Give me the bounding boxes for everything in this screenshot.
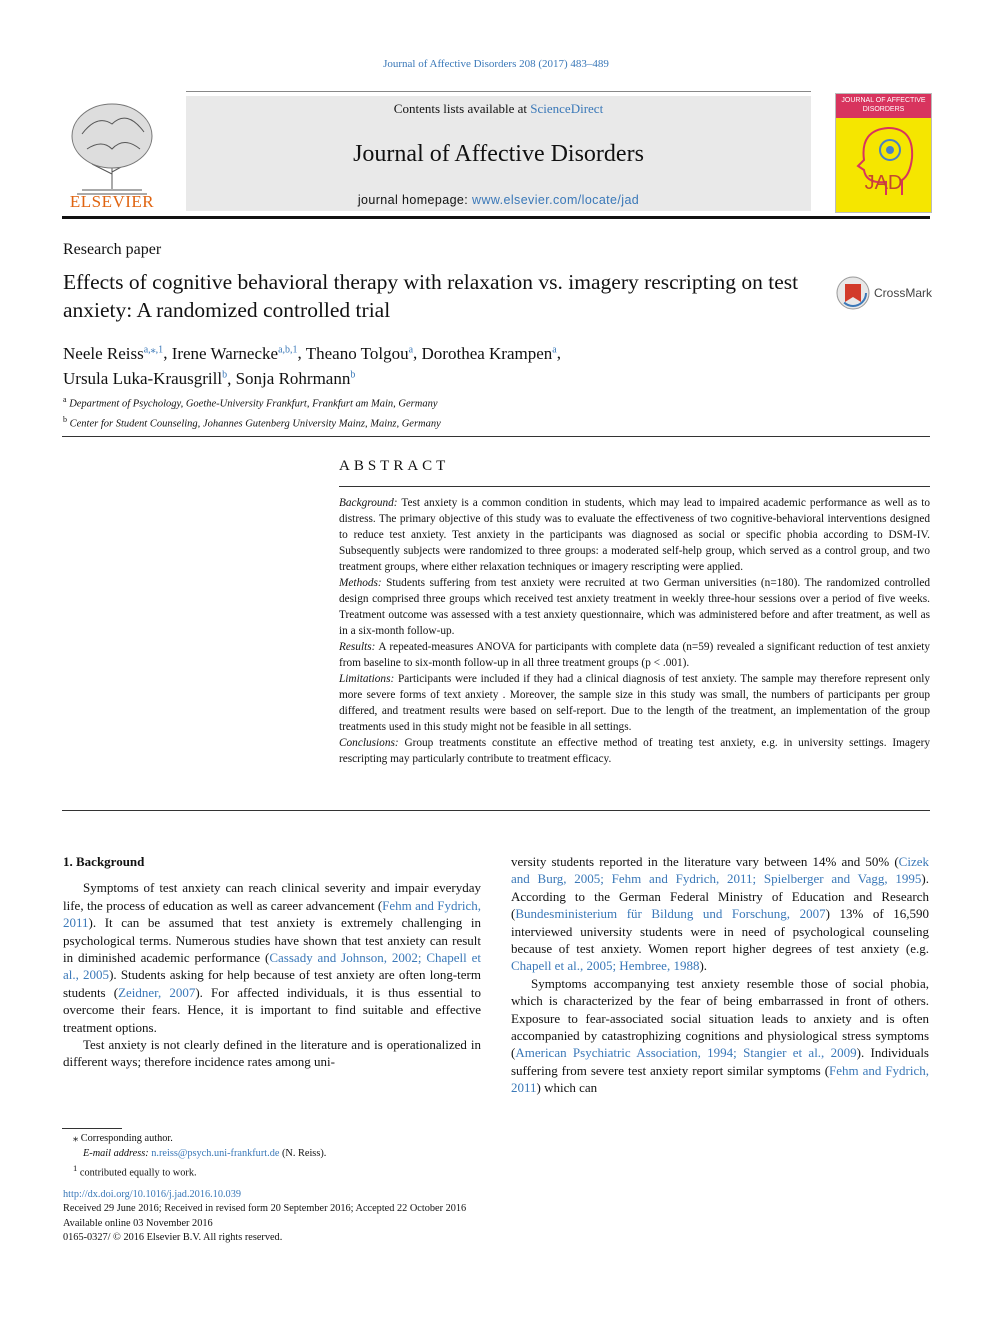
citation-link[interactable]: Zeidner, 2007: [118, 984, 196, 1000]
copyright: 0165-0327/ © 2016 Elsevier B.V. All rights reserved.: [63, 1232, 283, 1244]
author-separator: ,: [556, 343, 561, 363]
body-text: ). Students asking for help because of test anxiety are often long-term students (: [63, 967, 481, 1000]
journal-name: Journal of Affective Disorders: [353, 141, 644, 167]
body-text: ) which can: [536, 1080, 598, 1096]
author-affil-sup[interactable]: a,⁎,1: [143, 344, 164, 355]
abstract-conclusions: [339, 735, 930, 767]
author-affil-sup[interactable]: a: [408, 344, 414, 355]
author-separator: ,: [163, 343, 172, 363]
body-text: Symptoms of test anxiety can reach clinical severity and impair everyday life, the process of education as well as career advancement (: [63, 880, 481, 913]
abstract-text: Group treatments constitute an effective method of treating test anxiety, e.g. in university settings. Imagery rescripting may particularly contribute to treatment efficacy.: [339, 737, 930, 765]
author[interactable]: [422, 344, 557, 363]
footnotes: [63, 1132, 483, 1181]
author[interactable]: [63, 369, 227, 388]
abstract-label: Results:: [339, 641, 376, 653]
journal-cover-image[interactable]: [835, 93, 932, 213]
homepage-prefix: journal homepage:: [357, 193, 473, 207]
footnote-text: Corresponding author.: [80, 1133, 173, 1144]
affiliation-text: Department of Psychology, Goethe-University Frankfurt, Frankfurt am Main, Germany: [69, 398, 438, 410]
author-name: Neele Reiss: [63, 343, 144, 363]
doi-link[interactable]: http://dx.doi.org/10.1016/j.jad.2016.10.039: [63, 1189, 242, 1200]
sciencedirect-link[interactable]: ScienceDirect: [530, 101, 604, 116]
author[interactable]: [306, 344, 413, 363]
body-column-left: [63, 853, 481, 1071]
body-text: Symptoms accompanying test anxiety resemble those of social phobia, which is characterized by the fear of being embarrassed in front of others. Exposure to fear-associated social situation leads to anxiety and is often accompanied by catastrophizing cognitions and physiological stress symptoms (: [511, 975, 929, 1061]
body-text: versity students reported in the literature vary between 14% and 50% (: [511, 854, 899, 869]
crossmark-label: CrossMark: [874, 286, 933, 300]
contents-line: [186, 101, 811, 117]
affiliations: [63, 392, 763, 431]
section-heading: 1. Background: [63, 854, 145, 869]
cover-title: JOURNAL OF AFFECTIVE DISORDERS: [836, 94, 931, 118]
abstract-results: [339, 639, 930, 671]
citation-link[interactable]: Bundesministerium für Bildung und Forschung, 2007: [515, 906, 826, 922]
author[interactable]: [172, 344, 298, 363]
article-title: Effects of cognitive behavioral therapy with relaxation vs. imagery rescripting on test anxiety: A randomized controlled trial: [63, 270, 799, 322]
abstract-methods: [339, 575, 930, 639]
affiliation-sup: b: [63, 414, 67, 424]
footnote-email: [63, 1147, 483, 1162]
footnote-text: contributed equally to work.: [79, 1167, 197, 1179]
author-separator: ,: [297, 343, 306, 363]
header-rule: [186, 91, 811, 92]
abstract-text: Participants were included if they had a clinical diagnosis of test anxiety. The sample may therefore represent only more severe forms of text anxiety . Moreover, the sample size in this study was small, the numbers of participants per group differed, and treatment results were based on self-report. Due to the length of the treatment, an implementation of the group treatments used in this study might not be feasible in all settings.: [339, 673, 930, 733]
contents-prefix: Contents lists available at: [393, 101, 531, 116]
abstract-label: Limitations:: [339, 673, 395, 685]
author-separator: ,: [227, 369, 236, 389]
author[interactable]: [236, 369, 356, 388]
citation-link[interactable]: Cizek and Burg, 2005; Fehm and Fydrich, 2011; Spielberger and Vagg, 1995: [511, 854, 929, 887]
footnote-contrib: [63, 1161, 483, 1181]
crossmark-badge[interactable]: [836, 276, 936, 310]
author-affil-sup[interactable]: b: [350, 369, 356, 381]
author-affil-sup[interactable]: b: [222, 369, 228, 381]
online-date: Available online 03 November 2016: [63, 1217, 213, 1229]
affiliation-sup: a: [63, 395, 67, 404]
header-thick-rule: [62, 216, 930, 219]
journal-citation[interactable]: Journal of Affective Disorders 208 (2017) 483–489: [383, 58, 609, 70]
citation-link[interactable]: American Psychiatric Association, 1994; Stangier et al., 2009: [515, 1045, 857, 1061]
divider: [62, 436, 930, 437]
body-text: ). According to the German Federal Ministry of Education and Research (: [511, 871, 929, 922]
email-link[interactable]: n.reiss@psych.uni-frankfurt.de: [151, 1147, 280, 1159]
homepage-line: [186, 193, 811, 207]
abstract-text: Students suffering from test anxiety were recruited at two German universities (n=180). The randomized controlled design comprised three groups which received test anxiety treatment in weekly three-hour sessions over a period of five weeks. Treatment outcome was assessed with a test anxiety questionnaire, which was administered before and after treatment, as well as in a six-month follow-up.: [339, 577, 930, 637]
abstract-limitations: [339, 671, 930, 735]
author-affil-sup[interactable]: a: [552, 344, 557, 355]
abstract-body: [339, 495, 930, 767]
abstract-rule: [339, 486, 930, 487]
divider: [62, 810, 930, 811]
author-name: Irene Warnecke: [171, 343, 279, 363]
author-name: Theano Tolgou: [305, 343, 409, 363]
abstract-label: Background:: [339, 497, 398, 509]
footnote-rule: [62, 1128, 122, 1129]
email-label: E-mail address:: [83, 1147, 152, 1159]
body-paragraph: Test anxiety is not clearly defined in the literature and is operationalized in different ways; therefore incidence rates among uni-: [63, 1037, 481, 1070]
author-affil-sup[interactable]: a,b,1: [278, 344, 298, 355]
article-type: Research paper: [63, 241, 162, 258]
elsevier-wordmark: ELSEVIER: [69, 192, 155, 211]
cover-jad-text: JAD: [864, 172, 903, 194]
author-name: Sonja Rohrmann: [235, 369, 351, 389]
article-footer: [63, 1188, 663, 1246]
body-paragraph: [63, 879, 481, 1036]
body-text: ) 13% of 16,590 interviewed university students were in need of psychological counseling because of test anxiety. Women report higher degrees of test anxiety (e.g.: [511, 906, 929, 957]
abstract-text: A repeated-measures ANOVA for participants with complete data (n=59) revealed a significant reduction of test anxiety from baseline to six-month follow-up in all three treatment groups (p < .001).: [339, 641, 930, 669]
body-text: ).: [699, 958, 708, 974]
author-list: [63, 339, 823, 390]
author-separator: ,: [413, 343, 422, 363]
affiliation: [63, 412, 763, 432]
affiliation: [63, 392, 763, 412]
citation-link[interactable]: Cassady and Johnson, 2002; Chapell et al., 2005: [63, 950, 481, 983]
homepage-link[interactable]: www.elsevier.com/locate/jad: [472, 193, 640, 207]
citation-link[interactable]: Chapell et al., 2005; Hembree, 1988: [511, 958, 700, 974]
footnote-corresponding: ⁎ Corresponding author.: [73, 1133, 173, 1144]
body-text: ). Individuals suffering from severe test anxiety report similar symptoms (: [511, 1045, 929, 1078]
abstract-text: Test anxiety is a common condition in students, which may lead to impaired academic performance as well as to distress. The primary objective of this study was to evaluate the effectiveness of two cognitive-behavioral interventions designed to reduce test anxiety. Test anxiety in the participants was diagnosed as social or specific phobia according to DSM-IV. Subsequently subjects were randomized to three groups: a moderated self-help group, which served as a control group, and two treatment groups, where either relaxation techniques or imagery rescripting were applied.: [339, 497, 930, 573]
author[interactable]: [63, 344, 163, 363]
email-suffix: (N. Reiss).: [279, 1147, 327, 1159]
affiliation-text: Center for Student Counseling, Johannes Gutenberg University Mainz, Mainz, Germany: [69, 418, 441, 429]
citation-link[interactable]: Fehm and Fydrich, 2011: [511, 1062, 930, 1096]
body-column-right: [511, 853, 929, 1097]
citation-link[interactable]: Fehm and Fydrich, 2011: [63, 897, 481, 931]
body-text: ). It can be assumed that test anxiety is extremely challenging in psychological terms. Numerous studies have shown that test anxiety can result in diminished academic performance (: [63, 915, 481, 966]
crossmark-icon: [836, 276, 870, 310]
abstract-label: Methods:: [339, 577, 382, 589]
body-text: ). For affected individuals, it is thus essential to overcome their fears. Hence, it is important to find suitable and effective treatment options.: [63, 984, 481, 1035]
author-name: Dorothea Krampen: [421, 343, 553, 363]
footnote-sup: 1: [73, 1163, 78, 1174]
abstract-label: Conclusions:: [339, 737, 399, 749]
body-paragraph: [511, 975, 929, 1097]
body-paragraph: [511, 853, 929, 975]
abstract-background: [339, 495, 930, 575]
abstract-heading: ABSTRACT: [339, 458, 450, 474]
author-name: Ursula Luka-Krausgrill: [63, 369, 223, 389]
received-dates: Received 29 June 2016; Received in revised form 20 September 2016; Accepted 22 October 2016: [63, 1203, 467, 1215]
